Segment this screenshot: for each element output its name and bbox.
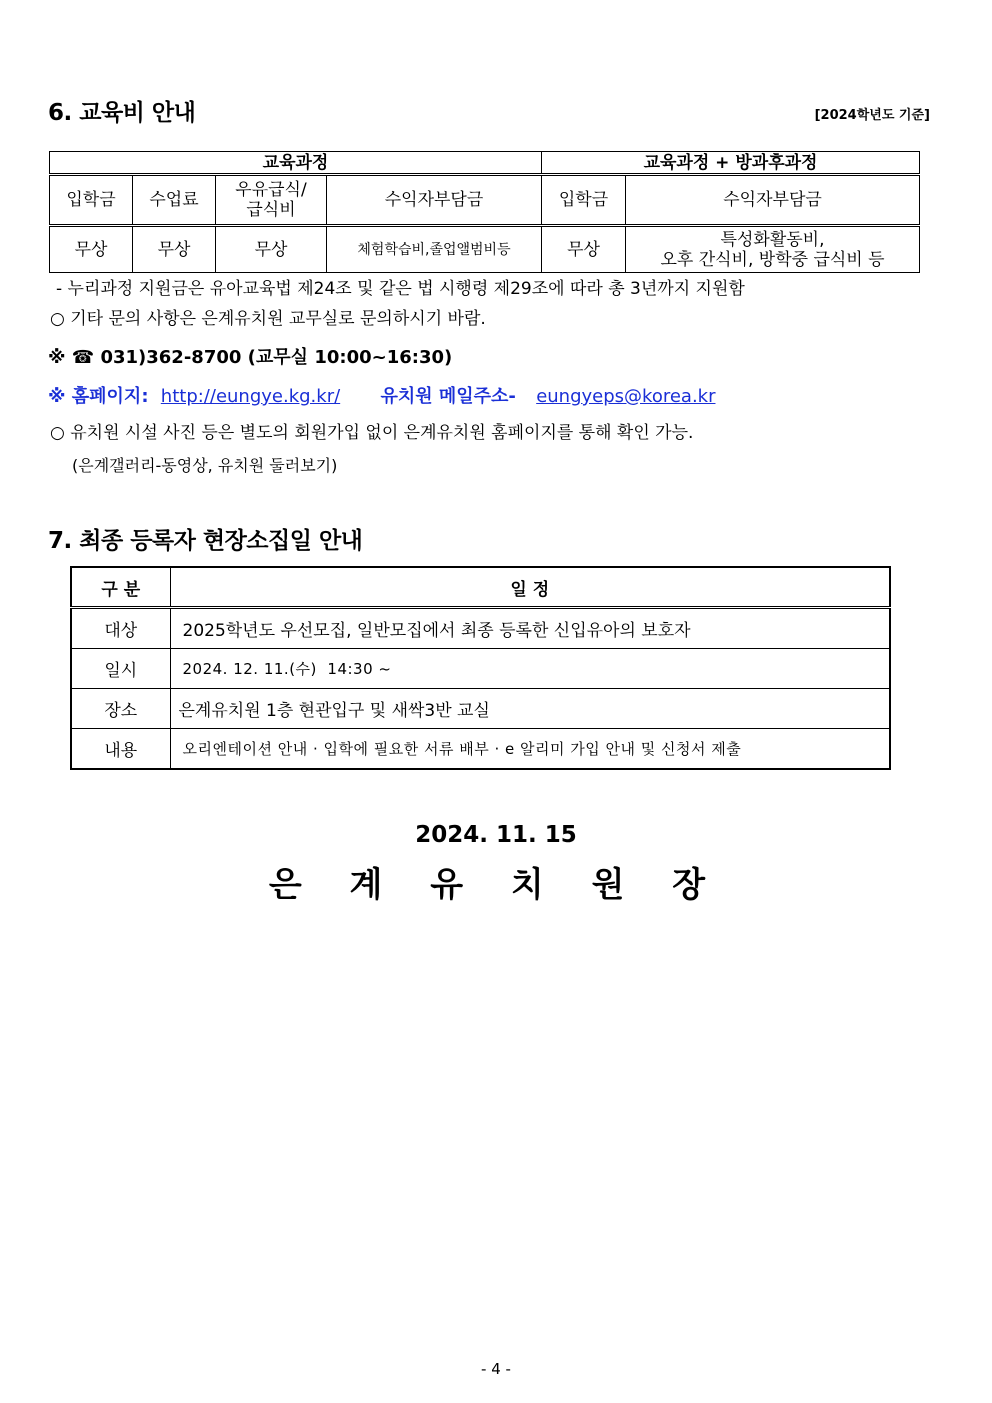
note-gallery: (은계갤러리-동영상, 유치원 둘러보기) <box>72 456 338 475</box>
section7-title: 7. 최종 등록자 현장소집일 안내 <box>48 528 363 554</box>
row-label-content: 내용 <box>71 729 170 770</box>
value-beneficiary: 체험학습비,졸업앨범비등 <box>327 226 542 273</box>
row-label-datetime: 일시 <box>71 649 170 689</box>
table-row <box>71 729 890 770</box>
header-beneficiary-2: 수익자부담금 <box>626 175 920 226</box>
note-inquiry: ○ 기타 문의 사항은 은계유치원 교무실로 문의하시기 바람. <box>50 309 486 329</box>
table-row <box>71 689 890 729</box>
value-admission: 무상 <box>50 226 133 273</box>
email-link[interactable]: eungyeps@korea.kr <box>536 386 716 407</box>
row-label-place: 장소 <box>71 689 170 729</box>
row-label-target: 대상 <box>71 608 170 649</box>
value-beneficiary-2 <box>626 226 920 273</box>
header-admission-2: 입학금 <box>542 175 626 226</box>
schedule-table <box>70 566 891 770</box>
header-meal <box>216 175 327 226</box>
issue-date: 2024. 11. 15 <box>415 822 577 848</box>
header-admission: 입학금 <box>50 175 133 226</box>
note-nuri: - 누리과정 지원금은 유아교육법 제24조 및 같은 법 시행령 제29조에 따라 총 3년까지 지원함 <box>56 279 745 299</box>
row-text-content: 오리엔테이션 안내 · 입학에 필요한 서류 배부 · e 알리미 가입 안내 및 신청서 제출 <box>170 729 890 770</box>
homepage-label: ※ 홈페이지: <box>48 386 149 407</box>
schedule-col-schedule: 일 정 <box>170 567 890 608</box>
row-text-place: 은계유치원 1층 현관입구 및 새싹3반 교실 <box>170 689 890 729</box>
page-number: - 4 - <box>481 1360 511 1378</box>
table-row <box>71 649 890 689</box>
header-beneficiary: 수익자부담금 <box>327 175 542 226</box>
value-tuition: 무상 <box>133 226 216 273</box>
schedule-col-category: 구 분 <box>71 567 170 608</box>
header-tuition: 수업료 <box>133 175 216 226</box>
note-photos: ○ 유치원 시설 사진 등은 별도의 회원가입 없이 은계유치원 홈페이지를 통해 확인 가능. <box>50 423 694 443</box>
phone-line: ※ ☎ 031)362-8700 (교무실 10:00~16:30) <box>48 347 453 368</box>
value-admission-2: 무상 <box>542 226 626 273</box>
section6-title: 6. 교육비 안내 <box>48 100 196 126</box>
header-meal-line1: 우유급식/ <box>235 180 307 200</box>
group-education: 교육과정 <box>50 152 542 175</box>
email-label: 유치원 메일주소- <box>380 386 516 407</box>
homepage-link[interactable]: http://eungye.kg.kr/ <box>160 386 341 407</box>
table-row <box>71 608 890 649</box>
basis-year: [2024학년도 기준] <box>814 108 930 123</box>
header-meal-line2: 급식비 <box>246 200 296 220</box>
row-text-target: 2025학년도 우선모집, 일반모집에서 최종 등록한 신입유아의 보호자 <box>170 608 890 649</box>
group-education-afterschool: 교육과정 + 방과후과정 <box>542 152 920 175</box>
row-text-datetime: 2024. 12. 11.(수) 14:30 ~ <box>170 649 890 689</box>
value-beneficiary-2-line1: 특성화활동비, <box>720 229 825 250</box>
principal-signature: 은 계 유 치 원 장 <box>268 865 724 905</box>
value-meal: 무상 <box>216 226 327 273</box>
value-beneficiary-2-line2: 오후 간식비, 방학중 급식비 등 <box>660 249 885 270</box>
fee-table <box>49 151 920 273</box>
homepage-line <box>48 382 715 408</box>
